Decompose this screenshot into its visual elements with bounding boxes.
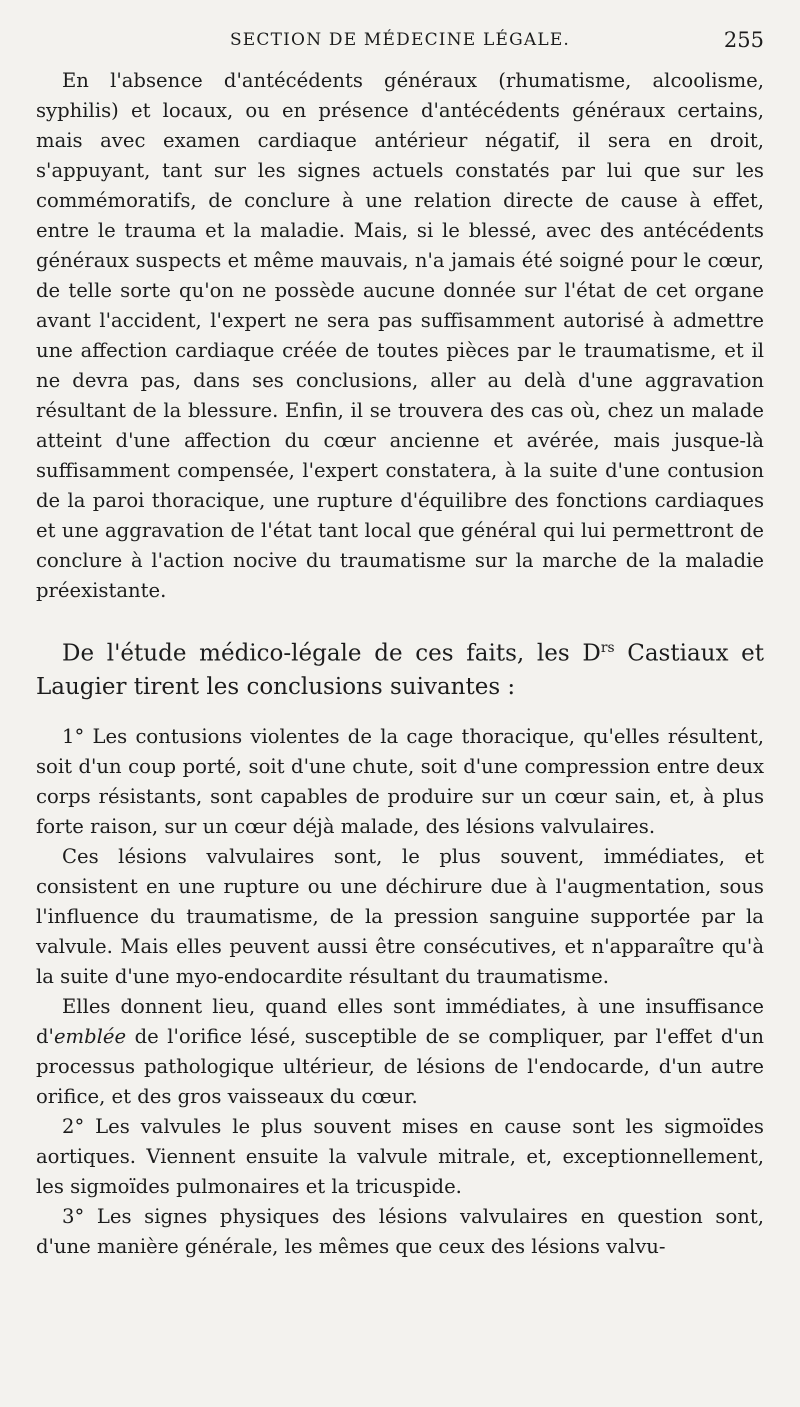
paragraph-intro-conclusions xyxy=(36,632,764,704)
intro-superscript: rs xyxy=(600,640,615,656)
paragraph-lesions: Ces lésions valvulaires sont, le plus souvent, immédiates, et consistent en une rupture ou une déchirure due à l'augmentation, sous l'influence du traumatisme, de la pression sanguine supportée par la valvule. Mais elles peuvent aussi être consécutives, et n'apparaître qu'à la suite d'une myo-endocardite résultant du traumatisme. xyxy=(36,844,764,988)
p4-emphasis: emblée xyxy=(53,1024,127,1048)
p4-text-after: de l'orifice lésé, susceptible de se compliquer, par l'effet d'un processus pathologique ultérieur, de lésions de l'endocarde, d'un autre orifice, et des gros vaisseaux du cœur. xyxy=(36,1024,764,1108)
intro-text-after: Castiaux et Laugier tirent les conclusions suivantes : xyxy=(36,640,765,700)
intro-text-before: De l'étude médico-légale de ces faits, les D xyxy=(62,640,601,667)
paragraph-insufficiency xyxy=(36,992,764,1112)
running-title: SECTION DE MÉDECINE LÉGALE. xyxy=(229,30,571,50)
paragraph-expert-conclusions: En l'absence d'antécédents généraux (rhumatisme, alcoolisme, syphilis) et locaux, ou en présence d'antécédents généraux certains, mais avec examen cardiaque antérieur négatif, il sera en droit, s'appuyant, tant sur les signes actuels constatés par lui que sur les commémoratifs, de conclure à une relation directe de cause à effet, entre le trauma et la maladie. Mais, si le blessé, avec des antécédents généraux suspects et même mauvais, n'a jamais été soigné pour le cœur, de telle sorte qu'on ne possède aucune donnée sur l'état de cet organe avant l'accident, l'expert ne sera pas suffisamment autorisé à admettre une affection cardiaque créée de toutes pièces par le traumatisme, et il ne devra pas, dans ses conclusions, aller au delà d'une aggravation résultant de la blessure. Enfin, il se trouvera des cas où, chez un malade atteint d'une affection du cœur ancienne et avérée, mais jusque-là suffisamment compensée, l'expert constatera, à la suite d'une contusion de la paroi thoracique, une rupture d'équilibre des fonctions cardiaques et une aggravation de l'état tant local que général qui lui permettront de conclure à l'action nocive du traumatisme sur la marche de la maladie préexistante. xyxy=(36,69,764,602)
paragraph-conclusion-1: 1° Les contusions violentes de la cage thoracique, qu'elles résultent, soit d'un coup porté, soit d'une chute, soit d'une compression entre deux corps résistants, sont capables de produire sur un cœur sain, et, à plus forte raison, sur un cœur déjà malade, des lésions valvulaires. xyxy=(36,724,764,838)
paragraph-conclusion-2: 2° Les valvules le plus souvent mises en cause sont les sigmoïdes aortiques. Viennent ensuite la valvule mitrale, et, exceptionnellement, les sigmoïdes pulmonaires et la tricuspide. xyxy=(36,1114,764,1198)
running-header xyxy=(36,30,764,64)
paragraph-conclusion-3: 3° Les signes physiques des lésions valvulaires en question sont, d'une manière générale, les mêmes que ceux des lésions valvu- xyxy=(36,1204,764,1258)
page-number: 255 xyxy=(723,28,764,52)
p4-text-before: Elles donnent lieu, quand elles sont immédiates, à une insuffisance d' xyxy=(36,994,764,1048)
